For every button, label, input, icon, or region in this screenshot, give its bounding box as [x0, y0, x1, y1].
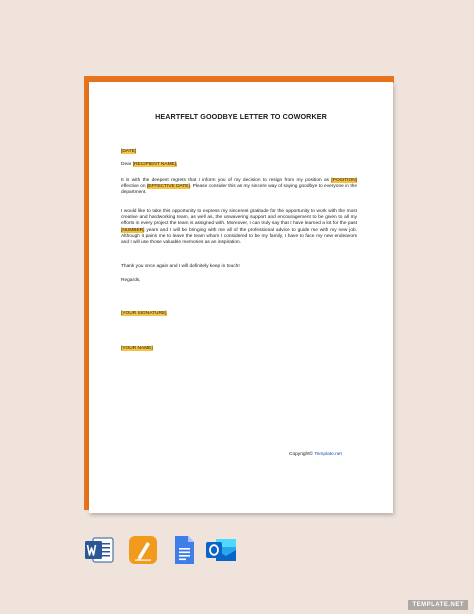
date-line	[121, 149, 357, 155]
paragraph-3: Thank you once again and I will definitely keep in touch!	[121, 264, 240, 269]
pages-icon[interactable]	[128, 536, 158, 564]
paragraph-1-text-b: effective on	[121, 184, 147, 190]
document-page	[89, 82, 393, 513]
closing-line: Regards,	[121, 278, 141, 283]
date-placeholder: [DATE]	[121, 149, 137, 154]
name-placeholder: [YOUR NAME]	[121, 346, 153, 351]
salutation-line	[121, 162, 357, 168]
google-docs-icon[interactable]	[169, 536, 199, 564]
copyright-link[interactable]: Template.net	[314, 452, 342, 457]
name-line	[121, 346, 357, 352]
template-net-watermark: TEMPLATE.NET	[408, 600, 468, 610]
paragraph-1-text-c: . Please consider this as my sincere way of saying goodbye to everyone in the department.	[121, 184, 358, 196]
paragraph-2-text-b: years and I will be bringing with me all of the professional advice to guide me with my new job. Although it pains me to leave the team whom I considered to be my family, I have to face my new endeavors and I will use those valuable memories as an inspiration.	[121, 227, 357, 246]
signature-placeholder: [YOUR SIGNATURE]	[121, 311, 167, 316]
effective-date-placeholder: [EFFECTIVE DATE]	[146, 184, 190, 190]
salutation-prefix: Dear	[121, 162, 133, 167]
letter-title: HEARTFELT GOODBYE LETTER TO COWORKER	[155, 112, 327, 121]
position-placeholder: [POSITION]	[331, 178, 357, 183]
paragraph-2	[121, 209, 357, 246]
paragraph-1	[121, 178, 357, 197]
copyright-label: Copyright©	[289, 452, 315, 457]
word-icon[interactable]	[84, 536, 114, 564]
outlook-icon[interactable]	[205, 536, 235, 564]
recipient-placeholder: [RECIPIENT NAME],	[132, 162, 178, 167]
number-placeholder: [NUMBER]	[121, 227, 145, 233]
signature-line	[121, 311, 357, 317]
paragraph-2-text-a: I would like to take this opportunity to express my sincerest gratitude for the opportunity to work with the most creative and hardworking team, as well as, the unwavering support and encouragement to be given to all my efforts in every project the team is assigned with. Moreover, I can truly say that I have learned a lot for the past	[121, 209, 357, 227]
paragraph-1-text-a: It is with the deepest regrets that I inform you of my decision to resign from my position as	[121, 178, 332, 183]
copyright-notice	[289, 452, 342, 457]
